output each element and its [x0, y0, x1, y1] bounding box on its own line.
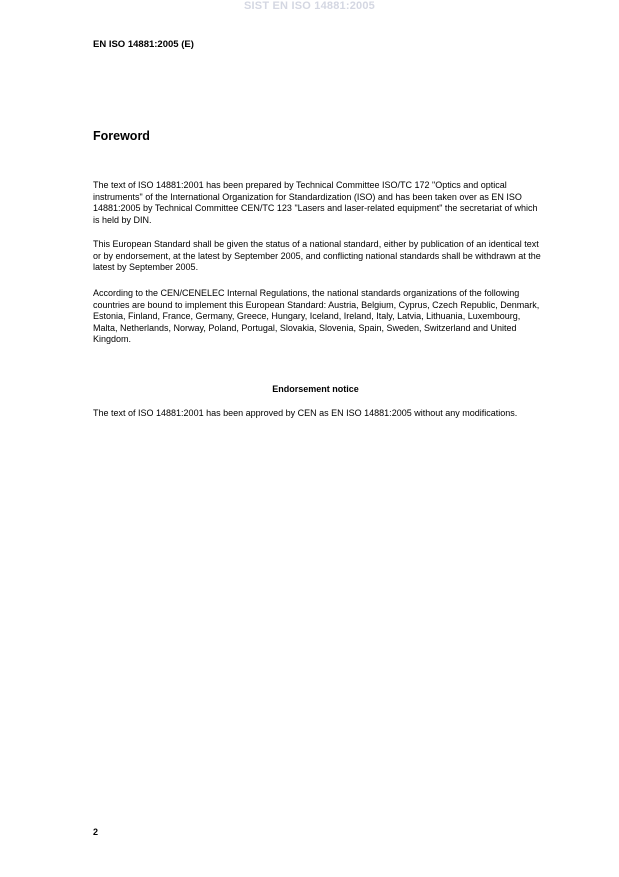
- endorsement-heading: Endorsement notice: [272, 384, 359, 394]
- foreword-paragraph-3: According to the CEN/CENELEC Internal Regulations, the national standards organizations of the following countries are bound to implement this European Standard: Austria, Belgium, Cyprus, Czech Republic, Denmark, Estonia, Finland, France, Germany, Greece, Hungary, Iceland, Ireland, Italy, Latvia, Lithuania, Luxembourg, Malta, Netherlands, Norway, Poland, Portugal, Slovakia, Slovenia, Spain, Sweden, Switzerland and United Kingdom.: [93, 288, 540, 344]
- page-number: 2: [93, 827, 99, 837]
- watermark: SIST EN ISO 14881:2005: [244, 0, 375, 12]
- foreword-paragraph-2: This European Standard shall be given the status of a national standard, either by publication of an identical text or by endorsement, at the latest by September 2005, and conflicting national standards shall be withdrawn at the latest by September 2005.: [93, 239, 541, 272]
- document-id-header: EN ISO 14881:2005 (E): [93, 39, 194, 50]
- foreword-heading: Foreword: [93, 129, 150, 143]
- endorsement-paragraph: The text of ISO 14881:2001 has been approved by CEN as EN ISO 14881:2005 without any modifications.: [93, 408, 518, 418]
- foreword-paragraph-1: The text of ISO 14881:2001 has been prepared by Technical Committee ISO/TC 172 "Optics and optical instruments" of the International Organization for Standardization (ISO) and has been taken over as EN ISO 14881:2005 by Technical Committee CEN/TC 123 "Lasers and laser-related equipment" the secretariat of which is held by DIN.: [93, 180, 538, 225]
